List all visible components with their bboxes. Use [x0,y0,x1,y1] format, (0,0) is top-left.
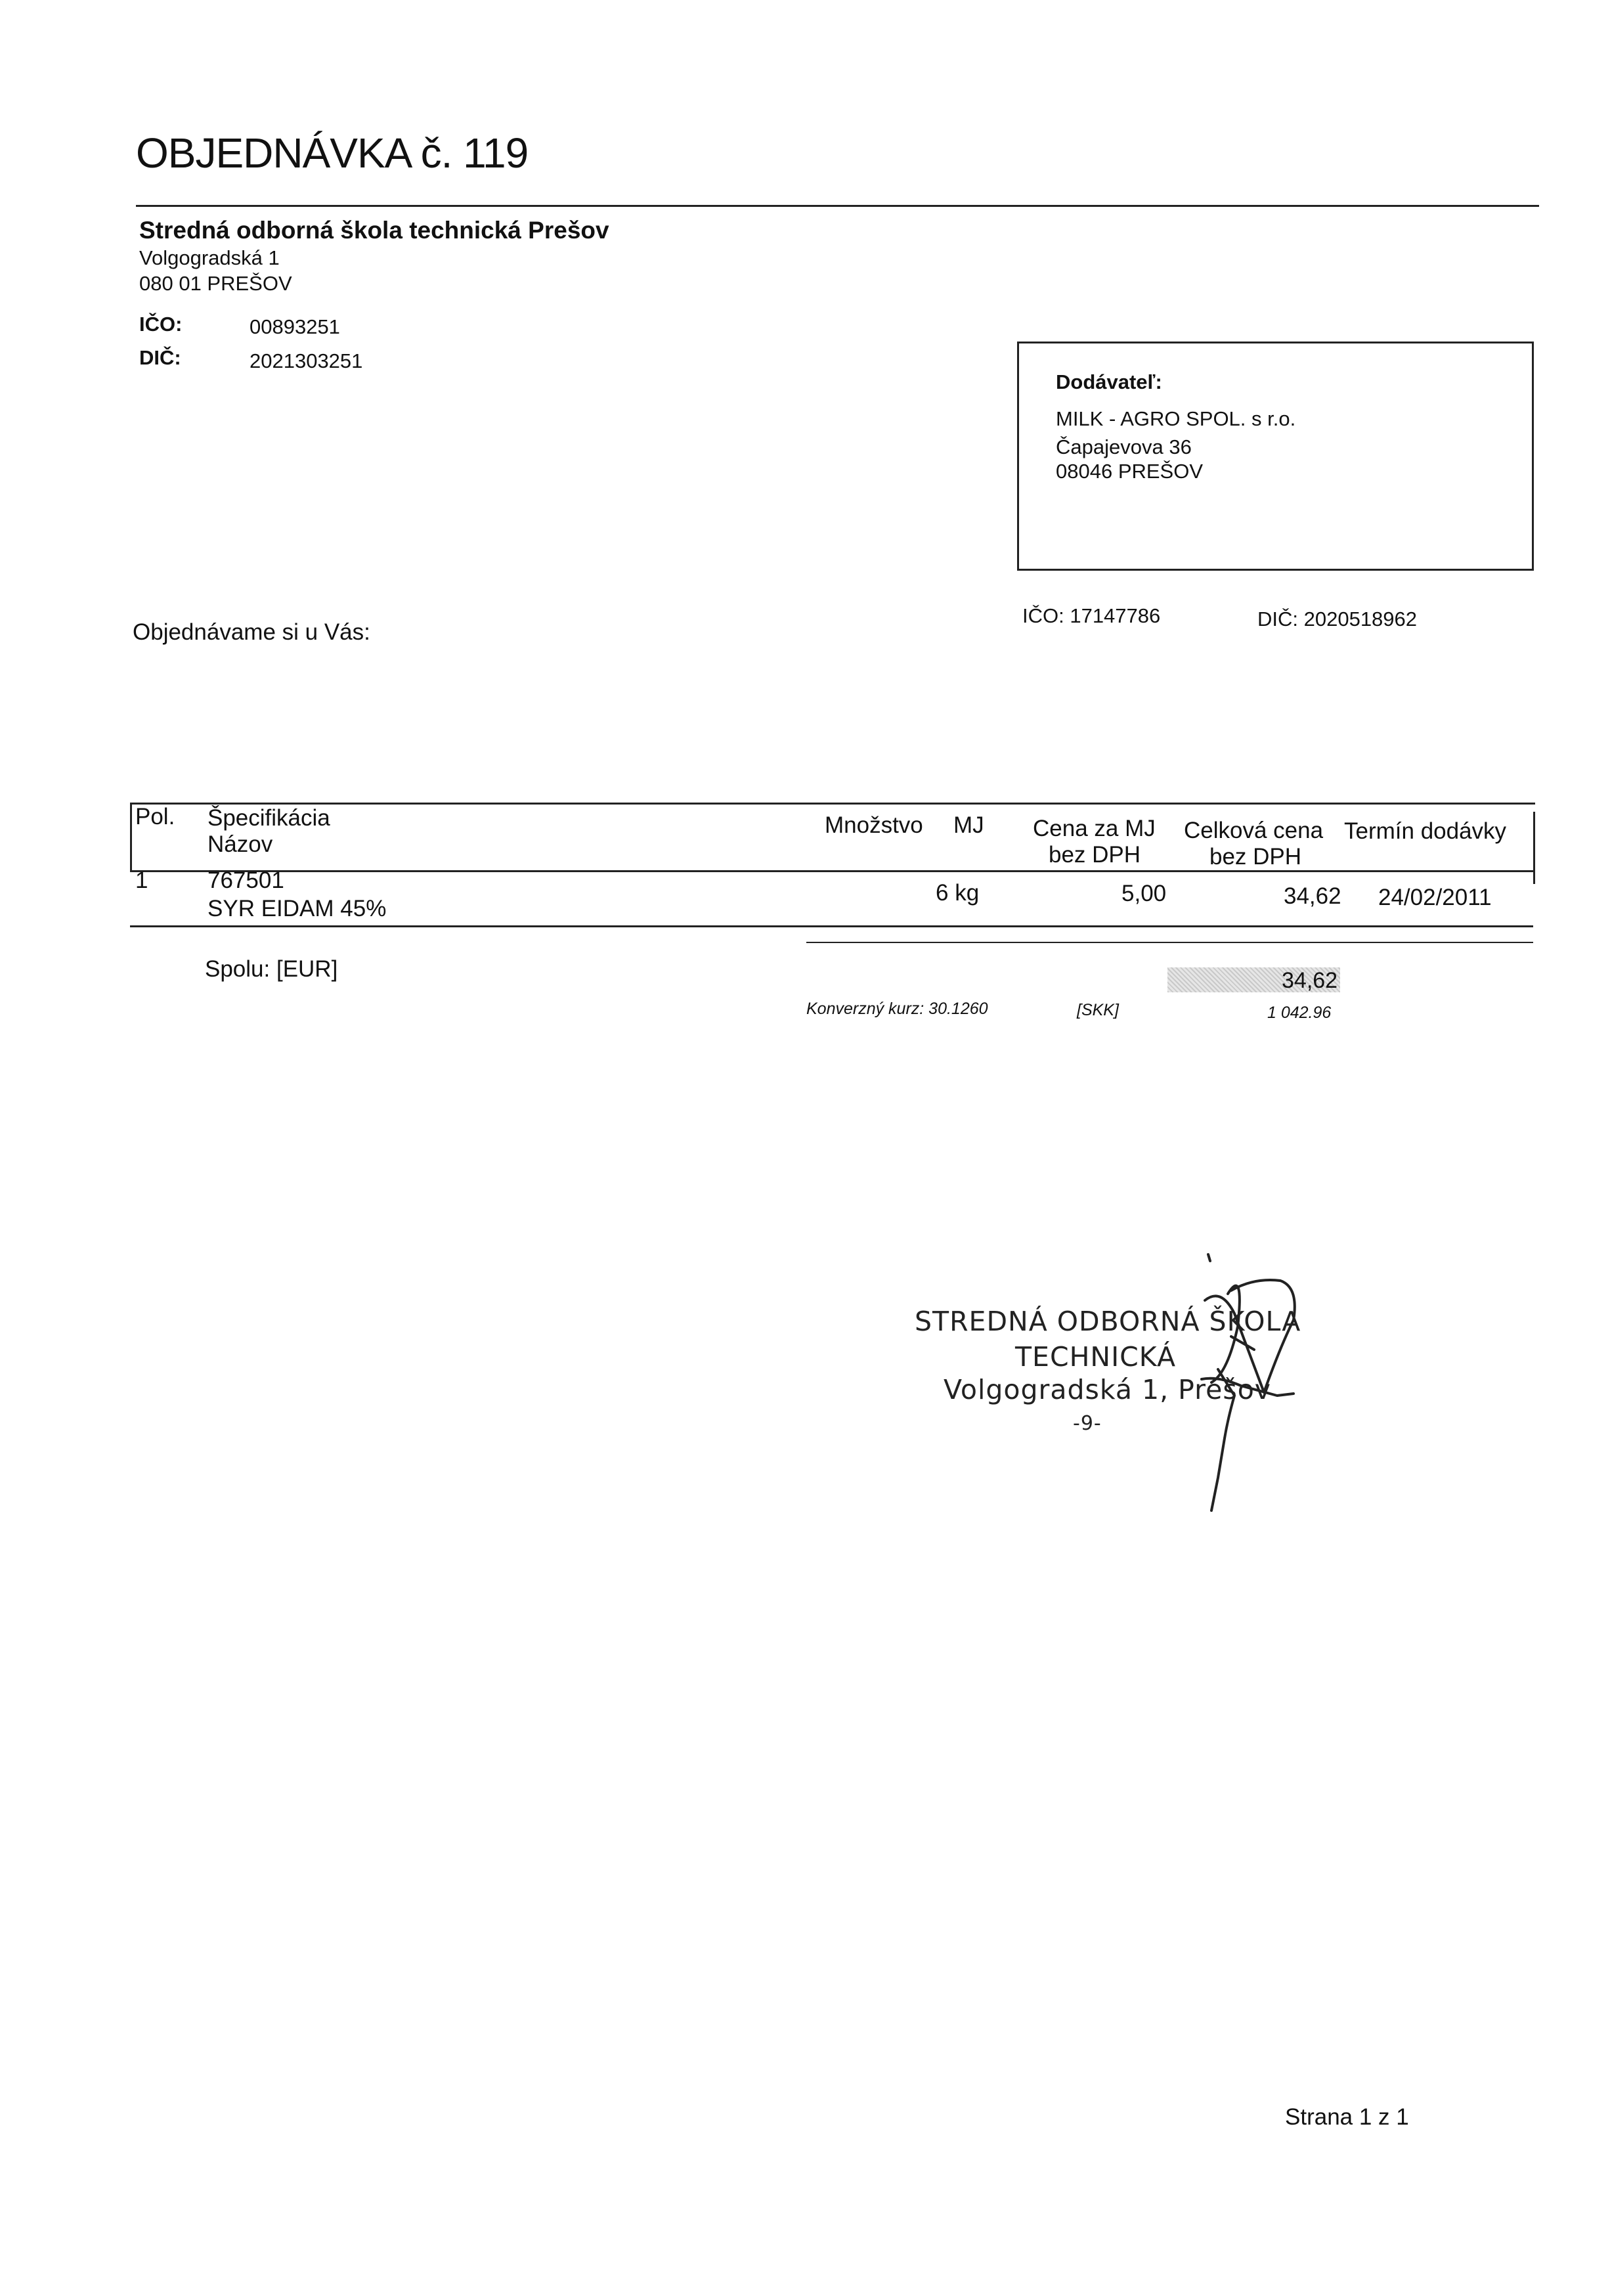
skk-label: [SKK] [1077,1001,1119,1019]
table-left-border [130,803,132,872]
row-bottom-border [130,925,1533,927]
header-celkova-sub: bez DPH [1209,844,1302,870]
supplier-ico: IČO: 17147786 [1022,604,1161,627]
totals-divider [806,942,1533,943]
row-cena-mj: 5,00 [1121,881,1167,906]
table-right-border [1533,812,1535,884]
supplier-name: MILK - AGRO SPOL. s r.o. [1056,407,1296,430]
stamp-line-1: STREDNÁ ODBORNÁ ŠKOLA [915,1306,1301,1337]
row-spec: 767501 [207,868,284,893]
buyer-dic-label: DIČ: [139,346,181,369]
row-termin: 24/02/2011 [1378,885,1492,910]
total-eur: 34,62 [1282,968,1338,993]
buyer-dic: 2021303251 [250,349,363,372]
conversion-rate: Konverzný kurz: 30.1260 [806,1000,988,1018]
page-number: Strana 1 z 1 [1285,2104,1409,2130]
header-cena-mj: Cena za MJ [1033,816,1156,841]
stamp-line-2: TECHNICKÁ [1015,1341,1177,1373]
header-pol: Pol. [135,804,175,829]
totals-label: Spolu: [EUR] [205,956,338,982]
header-celkova: Celková cena [1184,818,1324,843]
header-termin: Termín dodávky [1344,818,1507,844]
buyer-ico-label: IČO: [139,313,183,336]
stamp-line-3: Volgogradská 1, Prešov [944,1374,1272,1405]
header-cena-mj-sub: bez DPH [1049,842,1141,868]
header-nazov: Názov [207,831,273,857]
buyer-city: 080 01 PREŠOV [139,272,292,295]
total-skk: 1 042.96 [1267,1004,1332,1022]
supplier-dic: DIČ: 2020518962 [1257,607,1418,630]
table-header-bottom-border [130,870,1535,872]
supplier-city: 08046 PREŠOV [1056,460,1204,483]
header-mnozstvo: Množstvo [825,812,923,838]
header-spec: Špecifikácia [207,805,330,831]
order-title: OBJEDNÁVKA č. 119 [136,129,529,177]
stamp-line-4: -9- [1073,1412,1102,1435]
buyer-ico: 00893251 [250,315,340,338]
supplier-street: Čapajevova 36 [1056,435,1192,458]
order-intro: Objednávame si u Vás: [133,619,370,645]
title-divider [136,205,1539,207]
row-pol: 1 [135,868,148,893]
row-nazov: SYR EIDAM 45% [207,896,387,921]
signature [1103,1241,1313,1530]
supplier-box [1017,342,1534,571]
supplier-label: Dodávateľ: [1056,370,1162,393]
row-celkova: 34,62 [1284,883,1341,909]
table-top-border [130,803,1535,805]
buyer-name: Stredná odborná škola technická Prešov [139,217,609,244]
row-qty: 6 kg [936,880,980,906]
header-mj: MJ [953,812,984,838]
buyer-street: Volgogradská 1 [139,246,280,269]
